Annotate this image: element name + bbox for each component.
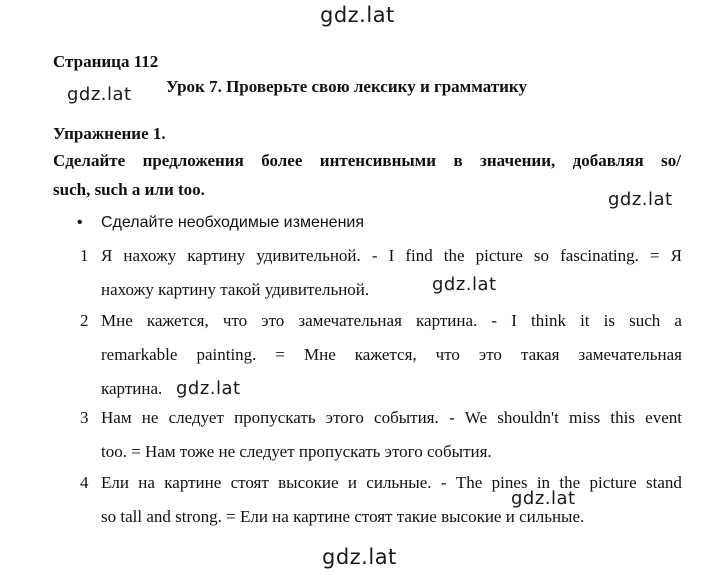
- word: сильные.: [366, 473, 432, 492]
- exercise-instruction-line-2: such, such a или too.: [53, 180, 205, 199]
- watermark: gdz.lat: [432, 274, 497, 295]
- word: picture: [589, 473, 637, 492]
- item-number: 4: [80, 473, 89, 492]
- word: miss: [569, 408, 601, 427]
- bullet-icon: •: [77, 214, 83, 231]
- word: -: [371, 246, 378, 265]
- word: следует: [168, 408, 224, 427]
- word: и: [347, 473, 357, 492]
- watermark: gdz.lat: [176, 378, 241, 399]
- word: кажется,: [146, 311, 209, 330]
- word: нахожу: [123, 246, 177, 265]
- item-line: нахожу картину такой удивительной.: [101, 280, 370, 299]
- exercise-instruction-line-1: [53, 151, 681, 171]
- word: in: [536, 473, 551, 492]
- word: Я: [670, 246, 682, 265]
- word: event: [645, 408, 682, 427]
- word: пропускать: [234, 408, 316, 427]
- word: такая: [520, 345, 560, 364]
- item-number: 3: [80, 408, 89, 427]
- word: fascinating.: [560, 246, 639, 265]
- watermark: gdz.lat: [322, 545, 397, 569]
- word: -: [448, 408, 455, 427]
- word: such: [629, 311, 661, 330]
- word: the: [559, 473, 581, 492]
- word: замечательная: [298, 311, 402, 330]
- word: на: [138, 473, 155, 492]
- word: picture: [475, 246, 523, 265]
- word: this: [610, 408, 635, 427]
- word: это: [478, 345, 502, 364]
- word: I: [511, 311, 517, 330]
- item-line: too. = Нам тоже не следует пропускать этого события.: [101, 442, 492, 461]
- word: Мне: [101, 311, 133, 330]
- word: a: [674, 311, 682, 330]
- word: удивительной.: [256, 246, 361, 265]
- item-number: 1: [80, 246, 89, 265]
- word: картине: [164, 473, 222, 492]
- word: картину: [187, 246, 246, 265]
- word: -: [440, 473, 447, 492]
- item-line: so tall and strong. = Ели на картине стоят такие высокие и сильные.: [101, 507, 585, 526]
- item-line: [101, 239, 682, 273]
- word: I: [388, 246, 395, 265]
- watermark: gdz.lat: [320, 3, 395, 27]
- item-line: картина.: [101, 379, 163, 398]
- word: We: [464, 408, 488, 427]
- word: интенсивными: [319, 151, 437, 170]
- list-item: [101, 466, 682, 534]
- word: pines: [491, 473, 528, 492]
- item-line: [101, 338, 682, 372]
- word: этого: [325, 408, 364, 427]
- item-number: 2: [80, 311, 89, 330]
- word: so: [533, 246, 549, 265]
- item-line: [101, 401, 682, 435]
- word: shouldn't: [497, 408, 559, 427]
- word: remarkable: [101, 345, 178, 364]
- word: Ели: [101, 473, 129, 492]
- word: Нам: [101, 408, 132, 427]
- list-item: [101, 401, 682, 469]
- word: stand: [646, 473, 682, 492]
- bullet-note: [77, 214, 364, 232]
- word: Сделайте: [53, 151, 126, 170]
- word: события.: [374, 408, 439, 427]
- exercise-title: Упражнение 1.: [53, 124, 166, 143]
- watermark: gdz.lat: [608, 189, 673, 210]
- word: -: [491, 311, 498, 330]
- word: что: [222, 311, 248, 330]
- word: it: [580, 311, 590, 330]
- word: что: [435, 345, 460, 364]
- watermark: gdz.lat: [67, 84, 132, 105]
- page-number: Страница 112: [53, 52, 159, 71]
- word: think: [531, 311, 566, 330]
- word: =: [649, 246, 660, 265]
- word: предложения: [142, 151, 244, 170]
- list-item: [101, 239, 682, 307]
- word: стоят: [230, 473, 269, 492]
- word: высокие: [278, 473, 339, 492]
- item-line: [101, 304, 682, 338]
- watermark: gdz.lat: [511, 488, 576, 509]
- word: =: [275, 345, 286, 364]
- word: картина.: [416, 311, 478, 330]
- word: не: [141, 408, 159, 427]
- bullet-text: Сделайте необходимые изменения: [101, 214, 365, 231]
- word: so/: [661, 151, 681, 170]
- word: the: [443, 246, 465, 265]
- word: в: [453, 151, 463, 170]
- word: замечательная: [578, 345, 682, 364]
- word: кажется,: [354, 345, 417, 364]
- word: find: [405, 246, 433, 265]
- word: добавляя: [572, 151, 644, 170]
- word: это: [261, 311, 285, 330]
- word: более: [261, 151, 303, 170]
- word: is: [603, 311, 615, 330]
- item-line: [101, 466, 682, 500]
- word: значении,: [480, 151, 556, 170]
- word: The: [455, 473, 483, 492]
- word: Я: [101, 246, 113, 265]
- word: Мне: [304, 345, 336, 364]
- word: painting.: [196, 345, 257, 364]
- lesson-title: Урок 7. Проверьте свою лексику и грамматику: [166, 77, 527, 96]
